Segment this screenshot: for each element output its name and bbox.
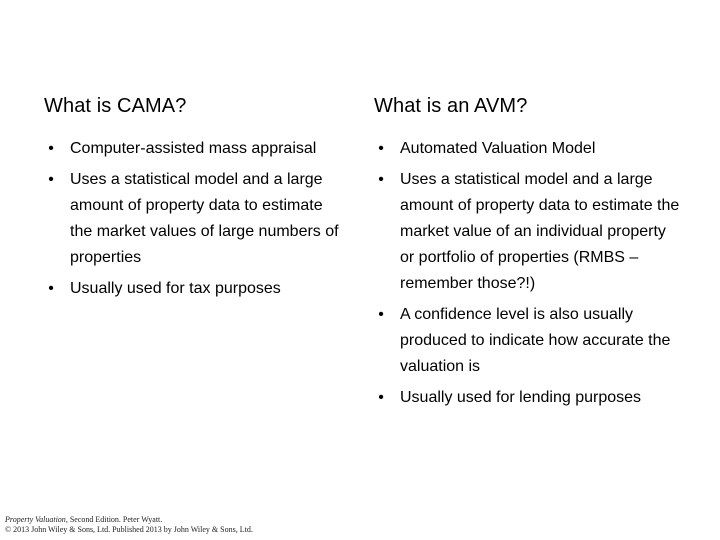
bullet-icon: • <box>378 306 384 323</box>
cama-bullet-list <box>44 136 344 302</box>
avm-bullet-list <box>374 136 684 411</box>
avm-bullet-3 <box>374 302 684 380</box>
cama-bullet-text: Uses a statistical model and a large amount of property data to estimate the market values of large numbers of properties <box>70 171 339 266</box>
footer-line-1 <box>5 515 253 525</box>
bullet-icon: • <box>48 280 54 297</box>
avm-bullet-4 <box>374 385 684 411</box>
avm-bullet-text: A confidence level is also usually produced to indicate how accurate the valuation is <box>400 306 671 375</box>
avm-bullet-1 <box>374 136 684 162</box>
cama-bullet-1 <box>44 136 344 162</box>
bullet-icon: • <box>48 171 54 188</box>
avm-bullet-text: Uses a statistical model and a large amount of property data to estimate the market value of an individual property or portfolio of properties (RMBS – remember those?!) <box>400 171 680 292</box>
bullet-icon: • <box>48 140 54 157</box>
cama-bullet-text: Computer-assisted mass appraisal <box>70 140 317 157</box>
avm-column <box>374 92 684 416</box>
footer-line-2: © 2013 John Wiley & Sons, Ltd. Published 2013 by John Wiley & Sons, Ltd. <box>5 525 253 534</box>
avm-bullet-text: Automated Valuation Model <box>400 140 596 157</box>
avm-heading: What is an AVM? <box>374 95 528 117</box>
footer-book-title: Property Valuation <box>5 515 66 524</box>
bullet-icon: • <box>378 389 384 406</box>
cama-column <box>44 92 344 307</box>
avm-bullet-text: Usually used for lending purposes <box>400 389 642 406</box>
cama-bullet-text: Usually used for tax purposes <box>70 280 281 297</box>
cama-bullet-3 <box>44 276 344 302</box>
avm-bullet-2 <box>374 167 684 297</box>
cama-heading: What is CAMA? <box>44 95 187 117</box>
bullet-icon: • <box>378 140 384 157</box>
copyright-footer <box>5 515 253 535</box>
bullet-icon: • <box>378 171 384 188</box>
footer-edition: , Second Edition. Peter Wyatt. <box>65 515 163 524</box>
cama-bullet-2 <box>44 167 344 271</box>
